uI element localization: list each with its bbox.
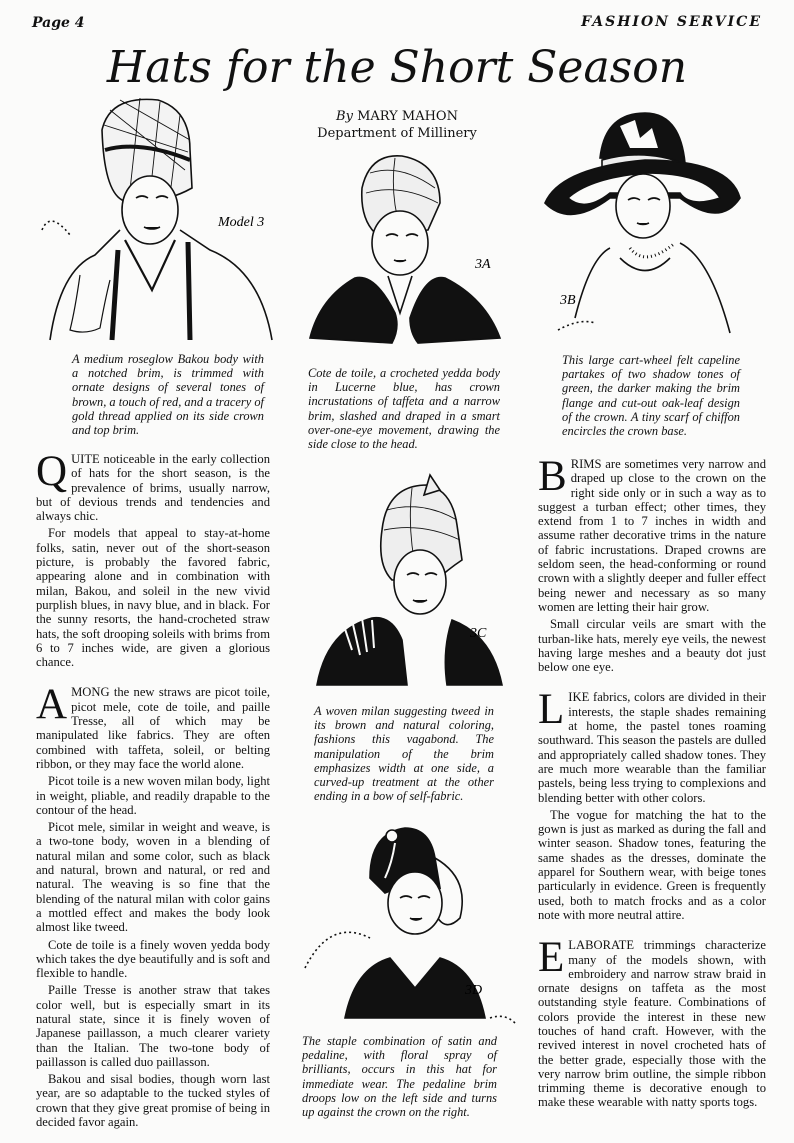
caption-3a: Cote de toile, a crocheted yedda body in Lucerne blue, has crown incrustations of taffeta and a narrow brim, slashed and draped in a smart over-one-eye movement, drawing the side close to the head. bbox=[308, 366, 500, 452]
drop-cap: Q bbox=[36, 448, 68, 495]
paragraph: Small circular veils are smart with the turban-like hats, merely eye veils, the newest having large meshes and a beauty dot just below one eye. bbox=[538, 617, 766, 675]
label-model-3: Model 3 bbox=[218, 215, 265, 230]
paragraph: Paille Tresse is another straw that takes color well, but is especially smart in its natural state, since it is finely woven of Japanese paillasson, a much clearer variety than the Italian. The two-tone body of paillasson is called duo paillasson. bbox=[36, 983, 270, 1069]
author-name: MARY MAHON bbox=[357, 109, 458, 124]
paragraph: Picot mele, similar in weight and weave, is a two-tone body, woven in a blending of natural milan and some color, such as black and natural, brown and natural, or red and natural. The weaving is so fine that the blending of the natural milan with color gains a mottled effect and makes the body look almost like tweed. bbox=[36, 820, 270, 935]
drop-cap: L bbox=[538, 686, 565, 734]
caption-model-3: A medium roseglow Bakou body with a notched brim, is trimmed with ornate designs of several tones of brown, a touch of red, and a tracery of gold thread applied on its side crown and top brim. bbox=[72, 352, 264, 438]
paragraph: LIKE fabrics, colors are divided in their interests, the staple shades remaining at home, the pastel tones roaming southward. This season the pastels are dulled and appropriately called shadow tones. They are much more wearable than the familiar pastels, being less trying to complexions and blending better with other colors. bbox=[538, 686, 766, 805]
page-number: Page 4 bbox=[32, 15, 85, 31]
paragraph: Cote de toile is a finely woven yedda body which takes the dye beautifully and is soft and flexible to handle. bbox=[36, 937, 270, 981]
right-column bbox=[538, 453, 766, 1113]
paragraph: For models that appeal to stay-at-home folks, satin, never out of the short-season picture, is probably the favored fabric, appearing alone and in combination with milan, Bakou, and soleil in the new vivid purplish blues, in navy blue, and in black. For the sunny resorts, the hand-crocheted straw hats, the soft drooping soleils with brims from 6 to 7 inches wide, are given a glorious chance. bbox=[36, 526, 270, 670]
caption-3d: The staple combination of satin and pedaline, with floral spray of brilliants, occurs in this hat for immediate wear. The pedaline brim droops low on the left side and turns up against the crown on the right. bbox=[302, 1034, 497, 1120]
label-3a: 3A bbox=[475, 257, 491, 272]
caption-3b: This large cart-wheel felt capeline partakes of two shadow tones of green, the darker making the brim flange and cut-out oak-leaf design of the crown. A tiny scarf of chiffon encircles the crown base. bbox=[562, 353, 740, 439]
paragraph: QUITE noticeable in the early collection of hats for the short season, is the prevalence of brims, usually narrow, but of devious trends and tendencies and always chic. bbox=[36, 448, 270, 524]
illustration-3b bbox=[540, 108, 765, 348]
paragraph: ELABORATE trimmings characterize many of the models shown, with embroidery and narrow straw braid in ornate designs on taffeta as the most outstanding style feature. Combinations of colors provide the interest in these new touches of hand craft. However, with the revived interest in novel crocheted hats of the better grade, especially those with the very narrow brim outline, the simple ribbon trimming theme is decorative enough to make these wearable with natty sports togs. bbox=[538, 934, 766, 1110]
byline-prefix: By bbox=[336, 109, 353, 124]
illustration-model-3 bbox=[40, 90, 280, 345]
drop-cap: A bbox=[36, 681, 68, 729]
drop-cap: E bbox=[538, 934, 565, 982]
paragraph: Picot toile is a new woven milan body, light in weight, pliable, and readily drapable to the contour of the head. bbox=[36, 774, 270, 817]
section-title: FASHION SERVICE bbox=[581, 14, 762, 30]
label-3b: 3B bbox=[560, 293, 576, 308]
department: Department of Millinery bbox=[317, 126, 477, 141]
left-column bbox=[36, 448, 270, 1132]
illustration-3d bbox=[300, 818, 520, 1033]
paragraph: AMONG the new straws are picot toile, picot mele, cote de toile, and paille Tresse, all of which may be manipulated like fabrics. They are often combined with taffeta, soleil, or belting ribbon, or they may face the world alone. bbox=[36, 681, 270, 771]
illustration-3c bbox=[312, 470, 512, 695]
label-3d: 3D bbox=[465, 983, 483, 998]
article-title: Hats for the Short Season bbox=[106, 42, 688, 93]
paragraph: Bakou and sisal bodies, though worn last year, are so adaptable to the tucked styles of crown that they give great promise of being in decided favor again. bbox=[36, 1072, 270, 1130]
caption-3c: A woven milan suggesting tweed in its brown and natural coloring, fashions this vagabond. The manipulation of the brim emphasizes width at one side, a curved-up treatment at the other ending in a bow of self-fabric. bbox=[314, 704, 494, 804]
illustration-3a bbox=[300, 148, 510, 348]
paragraph: The vogue for matching the hat to the gown is just as marked as during the fall and winter season. Shadow tones, featuring the same shades as the dresses, dominate the apparel for Southern wear, with beige tones particularly in evidence. Green is frequently used, both to match frocks and as a color note with more neutral attire. bbox=[538, 807, 766, 922]
label-3c: 3C bbox=[470, 626, 487, 641]
paragraph: BRIMS are sometimes very narrow and draped up close to the crown on the right side only or in such a way as to suggest a turban effect; other times, they extend from 1 to 7 inches in width and assume rather decorative trims in the nature of fabric incrustations. Draped crowns are seldom seen, the head-conforming or round crown with a slightly deeper and fuller effect being newer and necessary as so many women are letting their hair grow. bbox=[538, 453, 766, 614]
drop-cap: B bbox=[538, 453, 567, 500]
